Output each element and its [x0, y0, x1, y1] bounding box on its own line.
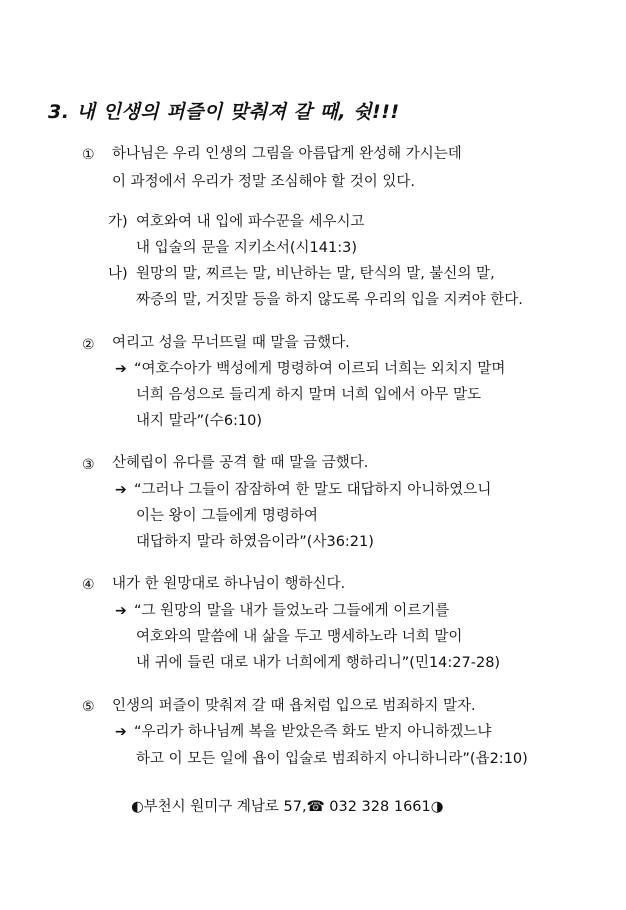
item-number: ③ [82, 457, 95, 473]
section-text: 이 과정에서 우리가 정말 조심해야 할 것이 있다. [112, 174, 416, 190]
quote-text: 이는 왕이 그들에게 명령하여 [136, 508, 318, 524]
section-text: 여리고 성을 무너뜨릴 때 말을 금했다. [112, 335, 350, 351]
quote-text: “그러나 그들이 잠잠하여 한 말도 대답하지 아니하였으니 [134, 482, 492, 498]
quote-text: 내 귀에 들린 대로 내가 너희에게 행하리니”(민14:27-28) [136, 655, 501, 671]
quote-text: “여호수아가 백성에게 명령하여 이르되 너희는 외치지 말며 [134, 361, 506, 377]
item-number: ② [82, 337, 95, 353]
arrow-icon: ➔ [115, 482, 127, 498]
quote-text: 너희 음성으로 들리게 하지 말며 너희 입에서 아무 말도 [136, 387, 482, 403]
item-number: ⑤ [82, 699, 95, 715]
arrow-icon: ➔ [115, 361, 127, 377]
quote-text: 대답하지 말라 하였음이라”(사36:21) [136, 534, 374, 550]
quote-text: 여호와의 말씀에 내 삶을 두고 맹세하노라 너희 말이 [136, 629, 463, 645]
sub-text: 내 입술의 문을 지키소서(시141:3) [136, 240, 358, 256]
quote-text: 내지 말라”(수6:10) [136, 413, 263, 429]
sub-text: 원망의 말, 찌르는 말, 비난하는 말, 탄식의 말, 불신의 말, [136, 266, 495, 282]
sub-marker: 나) [108, 266, 128, 282]
sub-text: 여호와여 내 입에 파수꾼을 세우시고 [136, 214, 365, 230]
quote-text: 하고 이 모든 일에 욥이 입술로 범죄하지 아니하니라”(욥2:10) [136, 751, 528, 767]
section-text: 내가 한 원망대로 하나님이 행하신다. [112, 576, 346, 592]
arrow-icon: ➔ [115, 603, 127, 619]
quote-text: “그 원망의 말을 내가 들었노라 그들에게 이르기를 [134, 603, 450, 619]
sub-marker: 가) [108, 214, 128, 230]
page-title: 3. 내 인생의 퍼즐이 맞춰져 갈 때, 쉿!!! [48, 101, 400, 123]
arrow-icon: ➔ [115, 724, 127, 740]
section-text: 산헤립이 유다를 공격 할 때 말을 금했다. [112, 455, 369, 471]
section-text: 하나님은 우리 인생의 그림을 아름답게 완성해 가시는데 [112, 146, 462, 162]
item-number: ① [82, 147, 95, 163]
sub-text: 짜증의 말, 거짓말 등을 하지 않도록 우리의 입을 지켜야 한다. [136, 292, 523, 308]
item-number: ④ [82, 577, 95, 593]
footer-address: ◐부천시 원미구 계남로 57,☎ 032 328 1661◑ [131, 799, 444, 815]
section-text: 인생의 퍼즐이 맞춰져 갈 때 욥처럼 입으로 범죄하지 말자. [112, 698, 476, 714]
quote-text: “우리가 하나님께 복을 받았은즉 화도 받지 아니하겠느냐 [134, 724, 492, 740]
